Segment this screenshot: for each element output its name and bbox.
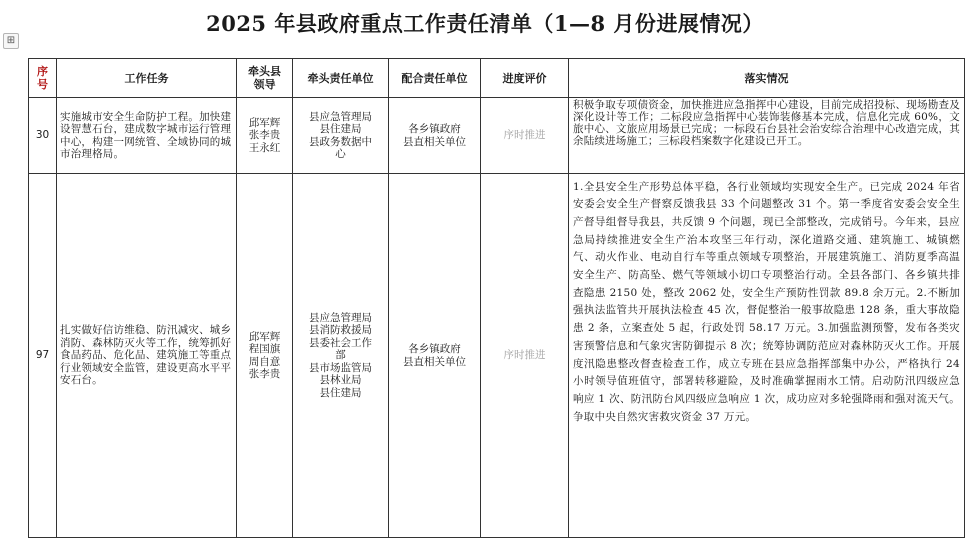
row-leaders: 邱军辉 程国旗 周自意 张李贵 — [237, 174, 293, 538]
row-progress: 积极争取专项债资金，加快推进应急指挥中心建设，目前完成招投标、现场勘查及深化设计等工作；二标段应急指挥中心装饰装修基本完成，信息化完成 60%，文旅中心、文旅应用场景已完成；一标段石台县社会治安综合治理中心改造完成，其余陆续进场施工；三标段档案数字化建设已开工。 — [569, 98, 965, 174]
table-drag-handle-icon[interactable]: ⊞ — [3, 33, 19, 49]
header-leader: 牵头县 领导 — [237, 59, 293, 98]
row-lead-units: 县应急管理局 县消防救援局 县委社会工作 部 县市场监管局 县林业局 县住建局 — [293, 174, 389, 538]
responsibility-table — [28, 58, 965, 538]
row-task: 扎实做好信访维稳、防汛减灾、城乡消防、森林防灭火等工作，统筹抓好食品药品、危化品、建筑施工等重点行业领域安全监管，建设更高水平平安石台。 — [57, 174, 237, 538]
header-seq: 序 号 — [29, 59, 57, 98]
row-evaluation: 序时推进 — [481, 174, 569, 538]
row-progress: 1.全县安全生产形势总体平稳，各行业领域均实现安全生产。已完成 2024 年省安委会安全生产督察反馈我县 33 个问题整改 31 个。第一季度省安委会安全生产督导组督导我县，共反馈 9 个问题，现已全部整改，完成销号。今年来，县应急局持续推进安全生产治本攻坚三年行动，深化道路交通、建筑施工、城镇燃气、动火作业、电动自行车等重点领域专项整治，开展建筑施工、消防夏季高温安全生产、防高坠、燃气等领域小切口专项整治行动。全县各部门、各乡镇共排查隐患 2150 处，整改 2062 处，安全生产预防性罚款 89.8 余万元。2.不断加强执法监管共开展执法检查 45 次，督促整治一般事故隐患 128 条，重大事故隐患 2 条，立案查处 5 起，行政处罚 58.17 万元。3.加强监测预警，发布各类灾害预警信息和气象灾害防御提示 8 次；统筹协调防范应对森林防灭火工作。开展度汛隐患整改督查检查工作，成立专班在县应急指挥部集中办公，严格执行 24 小时领导值班值守，部署转移避险，及时准确掌握雨水工情。启动防汛四级应急响应 1 次、防汛防台风四级应急响应 1 次，成功应对多轮强降雨和强对流天气。争取中央自然灾害救灾资金 37 万元。 — [569, 174, 965, 538]
header-progress: 落实情况 — [569, 59, 965, 98]
row-task: 实施城市安全生命防护工程。加快建设智慧石台，建成数字城市运行管理中心，构建一网统管、全域协同的城市治理格局。 — [57, 98, 237, 174]
row-support-units: 各乡镇政府 县直相关单位 — [389, 98, 481, 174]
row-support-units: 各乡镇政府 县直相关单位 — [389, 174, 481, 538]
header-lead-unit: 牵头责任单位 — [293, 59, 389, 98]
header-task: 工作任务 — [57, 59, 237, 98]
page-title: 2025 年县政府重点工作责任清单（1—8 月份进展情况） — [206, 11, 764, 36]
table-row — [29, 98, 965, 174]
row-leaders: 邱军辉 张李贵 王永红 — [237, 98, 293, 174]
table-header-row — [29, 59, 965, 98]
header-evaluation: 进度评价 — [481, 59, 569, 98]
header-support-unit: 配合责任单位 — [389, 59, 481, 98]
row-seq: 97 — [29, 174, 57, 538]
row-lead-units: 县应急管理局 县住建局 县政务数据中 心 — [293, 98, 389, 174]
row-seq: 30 — [29, 98, 57, 174]
table-row — [29, 174, 965, 538]
row-evaluation: 序时推进 — [481, 98, 569, 174]
